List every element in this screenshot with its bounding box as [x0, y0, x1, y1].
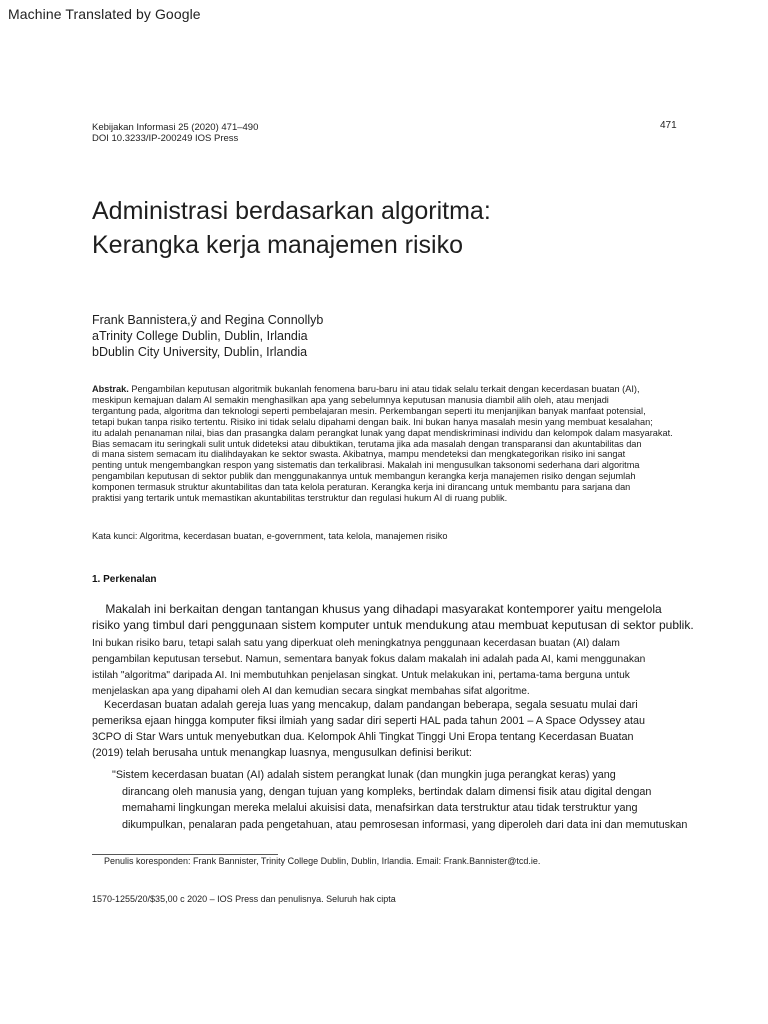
intro-paragraph-1 [92, 601, 712, 633]
abstract-label: Abstrak. [92, 384, 129, 394]
journal-doi: DOI 10.3233/IP-200249 IOS Press [92, 133, 239, 144]
title-line-2: Kerangka kerja manajemen risiko [92, 231, 464, 259]
paper-title [92, 194, 491, 262]
body-line: pengambilan keputusan tersebut. Namun, sementara banyak fokus dalam makalah ini adalah pada AI, kami menggunakan [92, 654, 646, 665]
body-line: Makalah ini berkaitan dengan tantangan khusus yang dihadapi masyarakat kontemporer yaitu mengelola [92, 602, 662, 616]
body-line: menjelaskan apa yang dipahami oleh AI dan kemudian secara singkat membahas sifat algoritme. [92, 686, 530, 697]
affiliation-b: bDublin City University, Dublin, Irlandia [92, 345, 308, 359]
abstract-line: praktisi yang tertarik untuk memastikan akuntabilitas terstruktur dan regulasi hukum AI di ruang publik. [92, 493, 508, 504]
abstract-line: itu adalah penanaman nilai, bias dan prasangka dalam perangkat lunak yang dapat mendiskriminasi individu dan kelompok dalam masyarakat. [92, 427, 673, 438]
page-number: 471 [660, 120, 677, 131]
footnote: Penulis koresponden: Frank Bannister, Trinity College Dublin, Dublin, Irlandia. Email: Frank.Bannister@tcd.ie. [104, 856, 541, 866]
body-line: istilah "algoritma" daripada AI. Ini membutuhkan penjelasan singkat. Untuk melakukan ini, pertama-tama berguna untuk [92, 670, 630, 681]
abstract-line: penting untuk mengembangkan respon yang sistematis dan terkalibrasi. Makalah ini mengusulkan taksonomi sederhana dari algoritma [92, 460, 640, 471]
section-heading: 1. Perkenalan [92, 574, 157, 585]
quote-line: dirancang oleh manusia yang, dengan tujuan yang kompleks, bertindak dalam dimensi fisik atau digital dengan [122, 785, 652, 798]
intro-paragraph-1-cont [92, 636, 712, 700]
definition-quote [112, 767, 712, 833]
body-line: Kecerdasan buatan adalah gereja luas yang mencakup, dalam pandangan beberapa, segala sesuatu mulai dari [92, 699, 638, 711]
copyright-line: 1570-1255/20/$35,00 c 2020 – IOS Press dan penulisnya. Seluruh hak cipta [92, 894, 396, 904]
body-line: (2019) telah berusaha untuk menangkap luasnya, mengusulkan definisi berikut: [92, 747, 472, 759]
title-line-1: Administrasi berdasarkan algoritma: [92, 197, 491, 225]
journal-citation: Kebijakan Informasi 25 (2020) 471–490 [92, 122, 259, 133]
author-block [92, 312, 323, 360]
abstract-line: Abstrak. Pengambilan keputusan algoritmik bukanlah fenomena baru-baru ini atau tidak selalu terkait dengan kecerdasan buatan (AI), [92, 384, 640, 394]
abstract-line: pengambilan keputusan di sektor publik dan menggunakannya untuk membangun kerangka kerja manajemen risiko dengan sejumlah [92, 471, 636, 482]
abstract-line: komponen termasuk struktur akuntabilitas dan tata kelola peraturan. Kerangka kerja ini dirancang untuk membantu para sarjana dan [92, 482, 631, 493]
abstract-line: Bias semacam itu seringkali sulit untuk dideteksi atau dibuktikan, terutama jika ada masalah dengan transparansi dan akuntabilitas dan [92, 438, 642, 449]
body-line: Ini bukan risiko baru, tetapi salah satu yang diperkuat oleh meningkatnya penggunaan kecerdasan buatan (AI) dalam [92, 638, 620, 649]
affiliation-a: aTrinity College Dublin, Dublin, Irlandia [92, 329, 308, 343]
abstract [92, 384, 680, 504]
keywords: Kata kunci: Algoritma, kecerdasan buatan, e-government, tata kelola, manajemen risiko [92, 531, 448, 541]
abstract-line: meskipun kemajuan dalam AI semakin menghasilkan apa yang sebelumnya keputusan manusia diambil alih oleh, atau menjadi [92, 394, 609, 405]
quote-line: "Sistem kecerdasan buatan (AI) adalah sistem perangkat lunak (dan mungkin juga perangkat keras) yang [112, 769, 616, 781]
abstract-line: tetapi bukan tanpa risiko tertentu. Risiko ini tidak selalu dipahami dengan baik. Ini bukan hanya masalah mesin yang membuat kesalahan; [92, 416, 653, 427]
quote-line: dikumpulkan, penalaran pada pengetahuan, atau pemrosesan informasi, yang diperoleh dari data ini dan memutuskan [122, 818, 688, 831]
abstract-line: tergantung pada, algoritma dan teknologi seperti pembelajaran mesin. Perkembangan seperti itu menjanjikan banyak manfaat potensial, [92, 405, 646, 416]
journal-info [92, 122, 258, 144]
body-line: risiko yang timbul dari penggunaan sistem komputer untuk mendukung atau membuat keputusan di sektor publik. [92, 618, 694, 632]
quote-line: memahami lingkungan mereka melalui akuisisi data, menafsirkan data terstruktur atau tidak terstruktur yang [122, 802, 638, 814]
abstract-line: di mana sistem semacam itu dialihdayakan ke sektor swasta. Akibatnya, mampu mendeteksi dan mengkategorikan risiko ini sangat [92, 449, 626, 460]
body-line: pemeriksa ejaan hingga komputer fiksi ilmiah yang sadar diri seperti HAL pada tahun 2001 – A Space Odyssey atau [92, 715, 645, 727]
machine-translated-banner: Machine Translated by Google [8, 6, 201, 22]
footnote-divider [92, 854, 278, 855]
intro-paragraph-2 [92, 697, 712, 761]
body-line: 3CPO di Star Wars untuk menyebutkan dua. Kelompok Ahli Tingkat Tinggi Uni Eropa tentang Kecerdasan Buatan [92, 731, 634, 743]
author-names: Frank Bannistera,ÿ and Regina Connollyb [92, 313, 324, 327]
